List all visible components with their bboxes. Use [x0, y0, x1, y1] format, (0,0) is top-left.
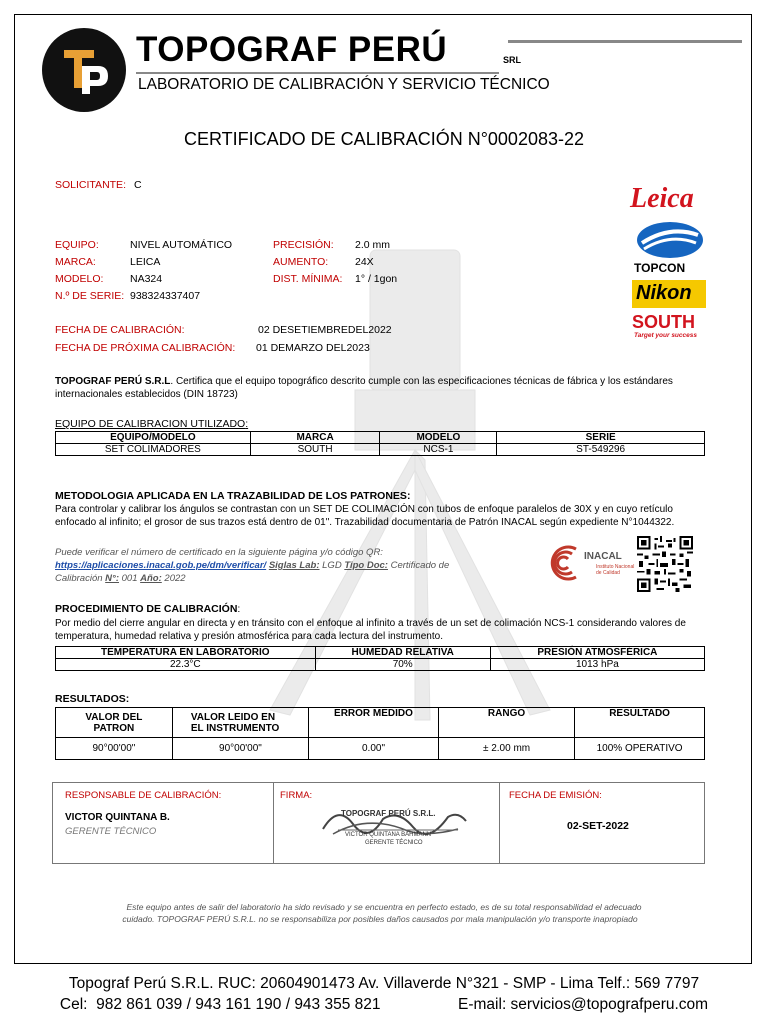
- topcon-icon: [636, 221, 704, 259]
- precision-label: PRECISIÓN:: [273, 239, 334, 251]
- south-logo: SOUTH: [632, 312, 695, 332]
- procedimiento-heading-text: PROCEDIMIENTO DE CALIBRACIÓN: [55, 603, 238, 615]
- footer-line-2: Cel: 982 861 039 / 943 161 190 / 943 355 821 E-mail: servicios@topografperu.com: [59, 996, 709, 1013]
- procedimiento-text: Por medio del cierre angular en directa y en tránsito con el enfoque al infinito a través de un set de colimación NCS-1 considerando valores de temperatura, humedad relativa y presión atmosférica para cada lectura del instrumento.: [55, 618, 686, 642]
- col-header: MODELO: [380, 432, 497, 444]
- table-cell: SET COLIMADORES: [56, 444, 251, 456]
- leica-logo: Leica: [630, 183, 694, 214]
- modelo-label: MODELO:: [55, 273, 104, 285]
- verify-line: [55, 559, 495, 572]
- header-rule-top: [508, 40, 742, 43]
- company-srl: SRL: [503, 55, 521, 65]
- dist-value: 1° / 1gon: [355, 273, 398, 285]
- nikon-logo: Nikon: [636, 282, 692, 304]
- table-cell: 90°00'00": [172, 738, 308, 760]
- col-header: HUMEDAD RELATIVA: [315, 647, 490, 659]
- solicitante-value: C: [134, 179, 142, 191]
- fecha-emision-value: 02-SET-2022: [567, 820, 629, 832]
- signature-box: [52, 782, 705, 864]
- anio-label: Año:: [140, 573, 162, 584]
- topcon-logo: TOPCON: [634, 261, 686, 275]
- modelo-value: NA324: [130, 273, 163, 285]
- col-header-line: VALOR LEIDO EN: [190, 711, 276, 723]
- procedimiento-colon: :: [237, 603, 241, 615]
- resultados-heading: RESULTADOS:: [55, 693, 130, 705]
- header-rule: [136, 72, 499, 74]
- table-cell: 100% OPERATIVO: [575, 738, 705, 760]
- metodologia-heading: METODOLOGIA APLICADA EN LA TRAZABILIDAD DE LOS PATRONES:: [55, 490, 411, 502]
- certifica-company: TOPOGRAF PERÚ S.R.L: [55, 376, 171, 387]
- equipo-label: EQUIPO:: [55, 239, 99, 251]
- fecha-emision-label: FECHA DE EMISIÓN:: [509, 790, 602, 801]
- sig-divider: [273, 783, 274, 863]
- table-cell: 0.00": [309, 738, 439, 760]
- certificate-title: CERTIFICADO DE CALIBRACIÓN N°0002083-22: [184, 129, 584, 149]
- solicitante-label: SOLICITANTE:: [55, 179, 126, 191]
- table-cell: ± 2.00 mm: [438, 738, 574, 760]
- certifica-body: . Certifica que el equipo topográfico descrito cumple con las especificaciones técnicas de fábrica y los estándares internacionales establecidos (DIN 18723): [55, 376, 673, 400]
- stamp-name: VICTOR QUINTANA BAHMANN: [345, 832, 432, 838]
- col-header: SERIE: [497, 432, 705, 444]
- table-row: [56, 444, 705, 456]
- equipo-value: NIVEL AUTOMÁTICO: [130, 239, 233, 251]
- col-header-line: PATRON: [93, 722, 135, 734]
- col-header: EQUIPO/MODELO: [56, 432, 251, 444]
- inacal-link[interactable]: https://aplicaciones.inacal.gob.pe/dm/verificar/: [55, 560, 267, 571]
- marca-label: MARCA:: [55, 256, 96, 268]
- serie-value: 938324337407: [130, 290, 201, 302]
- col-header-line: EL INSTRUMENTO: [190, 722, 280, 734]
- inacal-logo: INACAL: [584, 551, 622, 562]
- serie-label: N.º DE SERIE:: [55, 290, 125, 302]
- metodologia-text: Para controlar y calibrar los ángulos se contrastan con un SET DE COLIMACIÓN con tubos de enfoque paralelos de 30X y en cuyo retículo enfocado al infinito; el grosor de sus trazos está dentro de 01". Trazabilidad documentaria de Patrón INACAL según expediente N°1044322.: [55, 504, 675, 528]
- aumento-value: 24X: [355, 256, 374, 268]
- marca-value: LEICA: [130, 256, 161, 268]
- table-header-row: [56, 432, 705, 444]
- stamp-role: GERENTE TÉCNICO: [365, 840, 423, 846]
- num-value: 001: [121, 573, 138, 584]
- tipo-label: Tipo Doc:: [344, 560, 388, 571]
- fecha-calib-label: FECHA DE CALIBRACIÓN:: [55, 324, 185, 336]
- equipo-calib-heading-text: EQUIPO DE CALIBRACION UTILIZADO: [55, 418, 246, 430]
- stamp-company: TOPOGRAF PERÚ S.R.L.: [341, 809, 436, 818]
- equipo-calib-table: [55, 431, 705, 456]
- aumento-label: AUMENTO:: [273, 256, 329, 268]
- dist-label: DIST. MÍNIMA:: [273, 273, 343, 285]
- resultados-table: [55, 707, 705, 760]
- table-header-row: [56, 647, 705, 659]
- col-header: PRESIÓN ATMOSFÉRICA: [490, 647, 704, 659]
- col-header: RESULTADO: [575, 708, 705, 738]
- table-row: [56, 659, 705, 671]
- precision-value: 2.0 mm: [355, 239, 391, 251]
- col-header: RANGO: [438, 708, 574, 738]
- equipo-calib-heading: [55, 418, 248, 430]
- footer-line-1: Topograf Perú S.R.L. RUC: 20604901473 Av. Villaverde N°321 - SMP - Lima Telf.: 569 7797: [68, 975, 700, 992]
- siglas-label: Siglas Lab:: [268, 560, 320, 571]
- table-row: [56, 738, 705, 760]
- col-header: MARCA: [250, 432, 380, 444]
- calib-label: Calibración: [55, 573, 103, 584]
- logo-tp-icon: [42, 28, 126, 112]
- inacal-sub-2: de Calidad: [596, 570, 620, 576]
- anio-value: 2022: [164, 573, 186, 584]
- col-header: TEMPERATURA EN LABORATORIO: [56, 647, 316, 659]
- resp-label: RESPONSABLE DE CALIBRACIÓN:: [65, 790, 222, 801]
- certifica-text: [55, 375, 705, 401]
- fecha-prox-value: 01 DEMARZO DEL2023: [256, 342, 370, 354]
- table-cell: NCS-1: [380, 444, 497, 456]
- equipo-calib-colon: :: [245, 418, 249, 430]
- condiciones-table: [55, 646, 705, 671]
- col-header: [172, 708, 308, 738]
- inacal-icon: [540, 545, 580, 581]
- company-name: TOPOGRAF PERÚ: [136, 30, 448, 69]
- resp-role: GERENTE TÉCNICO: [65, 826, 157, 837]
- table-cell: SOUTH: [250, 444, 380, 456]
- table-cell: 1013 hPa: [490, 659, 704, 671]
- col-header-line: VALOR DEL: [85, 711, 143, 723]
- sig-divider: [499, 783, 500, 863]
- qr-code-icon[interactable]: [636, 536, 694, 592]
- procedimiento-heading: [55, 603, 240, 615]
- company-logo: [42, 28, 126, 112]
- fecha-calib-value: 02 DESETIEMBREDEL2022: [258, 324, 392, 336]
- table-cell: 70%: [315, 659, 490, 671]
- table-cell: 22.3°C: [56, 659, 316, 671]
- disclaimer-line-2: cuidado. TOPOGRAF PERÚ S.R.L. no se responsabiliza por posibles daños causados por mala manipulación y/o transporte inapropiado: [122, 914, 638, 924]
- col-header: [56, 708, 173, 738]
- num-label: N°:: [105, 573, 119, 584]
- inacal-sub-1: Instituto Nacional: [596, 564, 635, 570]
- tipo-value: Certificado de: [390, 560, 450, 571]
- verify-line-2: [55, 572, 495, 585]
- siglas-value: LGD: [322, 560, 342, 571]
- table-cell: 90°00'00": [56, 738, 173, 760]
- resp-name: VICTOR QUINTANA B.: [65, 812, 170, 823]
- table-header-row: [56, 708, 705, 738]
- south-tagline: Target your success: [634, 332, 697, 339]
- col-header: ERROR MEDIDO: [309, 708, 439, 738]
- firma-label: FIRMA:: [280, 790, 313, 801]
- table-cell: ST-549296: [497, 444, 705, 456]
- disclaimer-line-1: Este equipo antes de salir del laboratorio ha sido revisado y se encuentra en perfecto estado, es de su total responsabilidad el adecuado: [126, 902, 642, 912]
- verify-text: Puede verificar el número de certificado en la siguiente página y/o código QR:: [55, 547, 383, 558]
- fecha-prox-label: FECHA DE PRÓXIMA CALIBRACIÓN:: [55, 342, 236, 354]
- company-tagline: LABORATORIO DE CALIBRACIÓN Y SERVICIO TÉCNICO: [138, 76, 550, 93]
